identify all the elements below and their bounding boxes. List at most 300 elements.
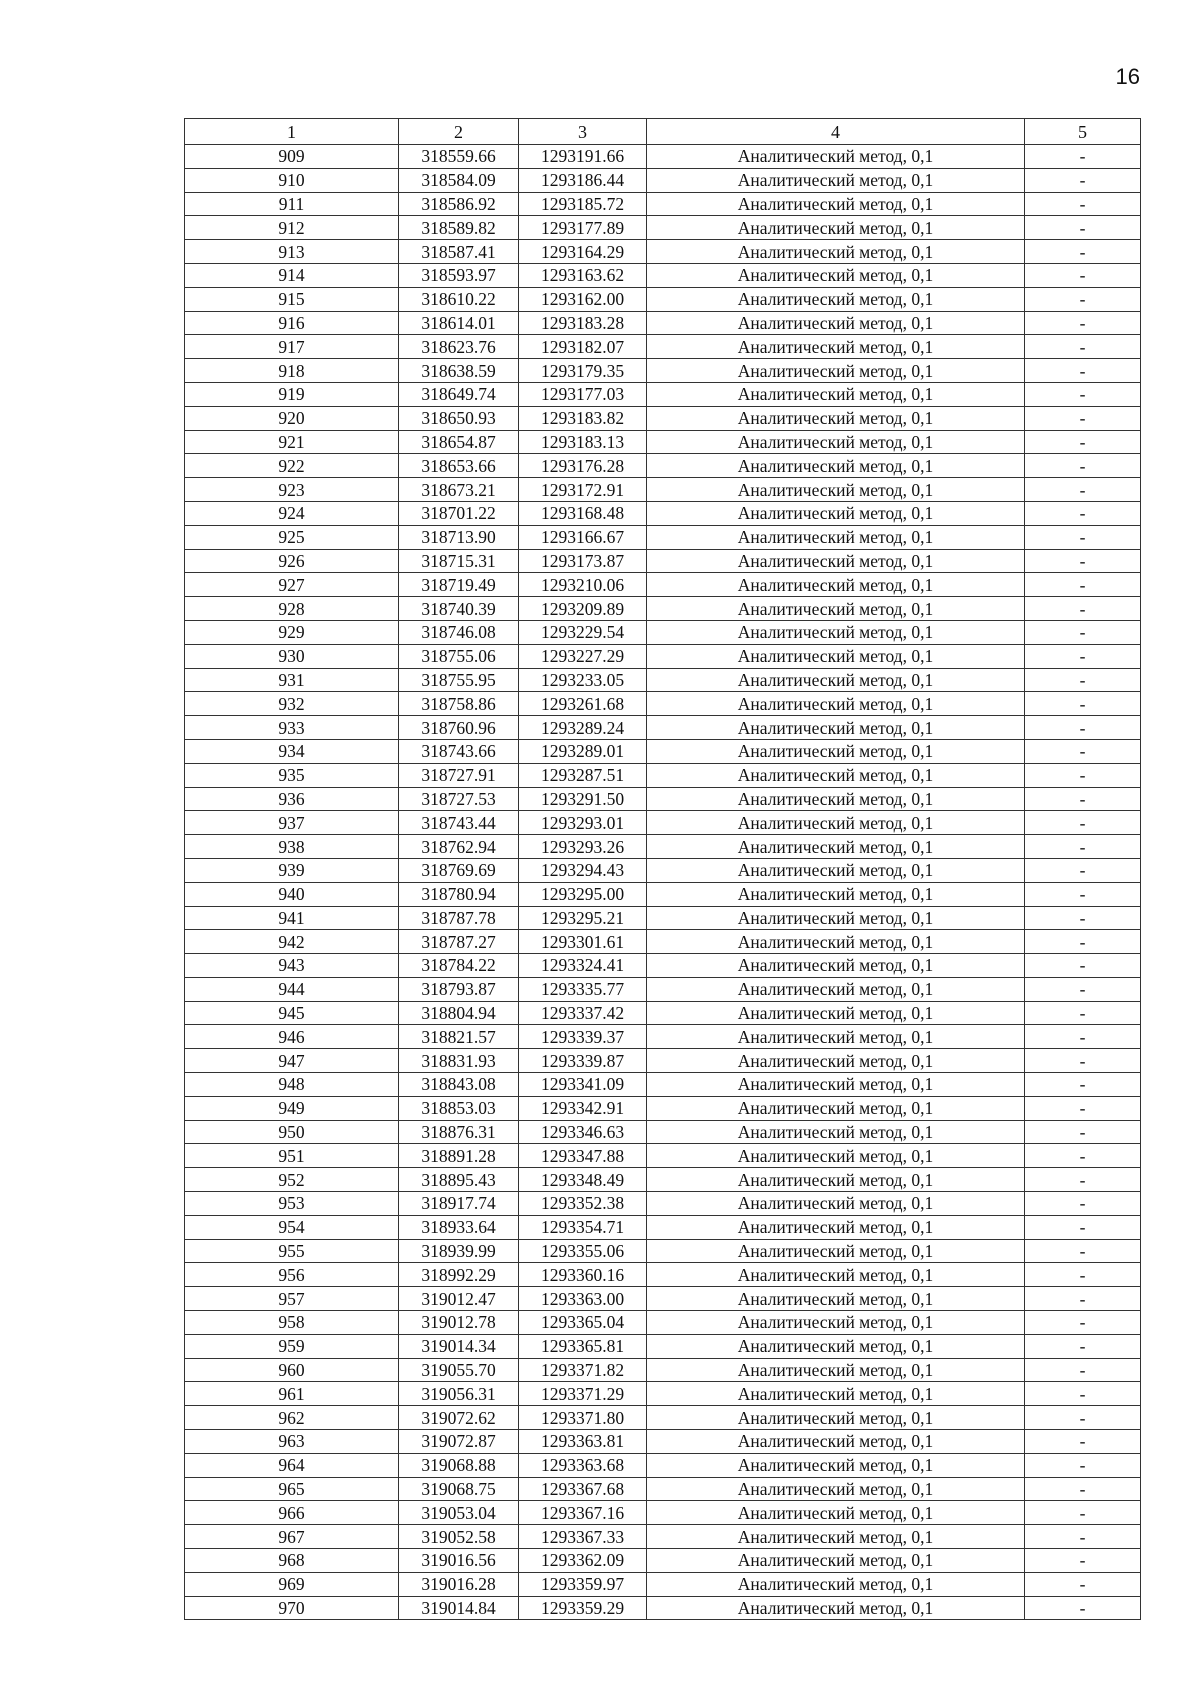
y-coordinate-cell: 1293371.80 <box>519 1406 647 1430</box>
table-row <box>185 930 1141 954</box>
method-cell: Аналитический метод, 0,1 <box>647 263 1025 287</box>
method-cell: Аналитический метод, 0,1 <box>647 954 1025 978</box>
value-cell: - <box>1025 1430 1141 1454</box>
x-coordinate-cell: 318755.06 <box>399 644 519 668</box>
table-row <box>185 1001 1141 1025</box>
y-coordinate-cell: 1293164.29 <box>519 240 647 264</box>
value-cell: - <box>1025 430 1141 454</box>
y-coordinate-cell: 1293341.09 <box>519 1073 647 1097</box>
y-coordinate-cell: 1293162.00 <box>519 287 647 311</box>
table-row <box>185 739 1141 763</box>
point-number-cell: 960 <box>185 1358 399 1382</box>
column-header-4: 4 <box>647 119 1025 145</box>
value-cell: - <box>1025 1263 1141 1287</box>
method-cell: Аналитический метод, 0,1 <box>647 168 1025 192</box>
value-cell: - <box>1025 1239 1141 1263</box>
point-number-cell: 940 <box>185 882 399 906</box>
method-cell: Аналитический метод, 0,1 <box>647 1215 1025 1239</box>
table-row <box>185 1549 1141 1573</box>
x-coordinate-cell: 318743.66 <box>399 739 519 763</box>
point-number-cell: 918 <box>185 359 399 383</box>
table-row <box>185 692 1141 716</box>
method-cell: Аналитический метод, 0,1 <box>647 406 1025 430</box>
method-cell: Аналитический метод, 0,1 <box>647 1049 1025 1073</box>
x-coordinate-cell: 318843.08 <box>399 1073 519 1097</box>
table-row <box>185 763 1141 787</box>
table-row <box>185 549 1141 573</box>
table-row <box>185 1239 1141 1263</box>
column-header-3: 3 <box>519 119 647 145</box>
table-row <box>185 573 1141 597</box>
method-cell: Аналитический метод, 0,1 <box>647 287 1025 311</box>
method-cell: Аналитический метод, 0,1 <box>647 359 1025 383</box>
point-number-cell: 930 <box>185 644 399 668</box>
x-coordinate-cell: 318760.96 <box>399 716 519 740</box>
y-coordinate-cell: 1293371.82 <box>519 1358 647 1382</box>
y-coordinate-cell: 1293177.89 <box>519 216 647 240</box>
value-cell: - <box>1025 882 1141 906</box>
x-coordinate-cell: 318933.64 <box>399 1215 519 1239</box>
y-coordinate-cell: 1293367.33 <box>519 1525 647 1549</box>
x-coordinate-cell: 318769.69 <box>399 858 519 882</box>
method-cell: Аналитический метод, 0,1 <box>647 240 1025 264</box>
point-number-cell: 965 <box>185 1477 399 1501</box>
point-number-cell: 937 <box>185 811 399 835</box>
method-cell: Аналитический метод, 0,1 <box>647 525 1025 549</box>
x-coordinate-cell: 318758.86 <box>399 692 519 716</box>
method-cell: Аналитический метод, 0,1 <box>647 1073 1025 1097</box>
x-coordinate-cell: 319052.58 <box>399 1525 519 1549</box>
y-coordinate-cell: 1293163.62 <box>519 263 647 287</box>
y-coordinate-cell: 1293229.54 <box>519 620 647 644</box>
table-row <box>185 977 1141 1001</box>
x-coordinate-cell: 318746.08 <box>399 620 519 644</box>
page-number: 16 <box>1115 64 1140 89</box>
method-cell: Аналитический метод, 0,1 <box>647 1239 1025 1263</box>
column-header-5: 5 <box>1025 119 1141 145</box>
method-cell: Аналитический метод, 0,1 <box>647 1406 1025 1430</box>
point-number-cell: 915 <box>185 287 399 311</box>
x-coordinate-cell: 318780.94 <box>399 882 519 906</box>
value-cell: - <box>1025 763 1141 787</box>
table-row <box>185 1501 1141 1525</box>
value-cell: - <box>1025 1549 1141 1573</box>
point-number-cell: 945 <box>185 1001 399 1025</box>
table-row <box>185 811 1141 835</box>
y-coordinate-cell: 1293367.16 <box>519 1501 647 1525</box>
x-coordinate-cell: 318740.39 <box>399 597 519 621</box>
point-number-cell: 946 <box>185 1025 399 1049</box>
y-coordinate-cell: 1293293.26 <box>519 835 647 859</box>
table-row <box>185 1287 1141 1311</box>
point-number-cell: 911 <box>185 192 399 216</box>
value-cell: - <box>1025 811 1141 835</box>
point-number-cell: 936 <box>185 787 399 811</box>
value-cell: - <box>1025 1215 1141 1239</box>
point-number-cell: 939 <box>185 858 399 882</box>
value-cell: - <box>1025 1096 1141 1120</box>
method-cell: Аналитический метод, 0,1 <box>647 1596 1025 1620</box>
x-coordinate-cell: 318784.22 <box>399 954 519 978</box>
y-coordinate-cell: 1293324.41 <box>519 954 647 978</box>
x-coordinate-cell: 319012.47 <box>399 1287 519 1311</box>
x-coordinate-cell: 318587.41 <box>399 240 519 264</box>
y-coordinate-cell: 1293352.38 <box>519 1192 647 1216</box>
value-cell: - <box>1025 1168 1141 1192</box>
y-coordinate-cell: 1293363.00 <box>519 1287 647 1311</box>
value-cell: - <box>1025 382 1141 406</box>
x-coordinate-cell: 319016.28 <box>399 1572 519 1596</box>
point-number-cell: 950 <box>185 1120 399 1144</box>
table-row <box>185 1073 1141 1097</box>
value-cell: - <box>1025 1572 1141 1596</box>
table-row <box>185 1525 1141 1549</box>
method-cell: Аналитический метод, 0,1 <box>647 811 1025 835</box>
point-number-cell: 922 <box>185 454 399 478</box>
coordinates-table <box>184 118 1141 1620</box>
point-number-cell: 917 <box>185 335 399 359</box>
value-cell: - <box>1025 168 1141 192</box>
point-number-cell: 969 <box>185 1572 399 1596</box>
table-row <box>185 1334 1141 1358</box>
table-row <box>185 263 1141 287</box>
table-body <box>185 145 1141 1620</box>
method-cell: Аналитический метод, 0,1 <box>647 1358 1025 1382</box>
value-cell: - <box>1025 359 1141 383</box>
value-cell: - <box>1025 1073 1141 1097</box>
y-coordinate-cell: 1293183.28 <box>519 311 647 335</box>
x-coordinate-cell: 319068.75 <box>399 1477 519 1501</box>
table-row <box>185 287 1141 311</box>
value-cell: - <box>1025 1144 1141 1168</box>
table-row <box>185 716 1141 740</box>
table-row <box>185 1215 1141 1239</box>
value-cell: - <box>1025 906 1141 930</box>
table-header <box>185 119 1141 145</box>
y-coordinate-cell: 1293185.72 <box>519 192 647 216</box>
x-coordinate-cell: 318701.22 <box>399 501 519 525</box>
value-cell: - <box>1025 858 1141 882</box>
value-cell: - <box>1025 1501 1141 1525</box>
value-cell: - <box>1025 787 1141 811</box>
y-coordinate-cell: 1293367.68 <box>519 1477 647 1501</box>
point-number-cell: 970 <box>185 1596 399 1620</box>
y-coordinate-cell: 1293295.00 <box>519 882 647 906</box>
x-coordinate-cell: 318727.91 <box>399 763 519 787</box>
y-coordinate-cell: 1293287.51 <box>519 763 647 787</box>
value-cell: - <box>1025 644 1141 668</box>
table-row <box>185 192 1141 216</box>
method-cell: Аналитический метод, 0,1 <box>647 1311 1025 1335</box>
method-cell: Аналитический метод, 0,1 <box>647 787 1025 811</box>
table-row <box>185 1144 1141 1168</box>
value-cell: - <box>1025 1477 1141 1501</box>
value-cell: - <box>1025 1192 1141 1216</box>
table-row <box>185 1430 1141 1454</box>
x-coordinate-cell: 319068.88 <box>399 1453 519 1477</box>
y-coordinate-cell: 1293335.77 <box>519 977 647 1001</box>
method-cell: Аналитический метод, 0,1 <box>647 145 1025 169</box>
point-number-cell: 913 <box>185 240 399 264</box>
method-cell: Аналитический метод, 0,1 <box>647 573 1025 597</box>
method-cell: Аналитический метод, 0,1 <box>647 1501 1025 1525</box>
method-cell: Аналитический метод, 0,1 <box>647 1096 1025 1120</box>
method-cell: Аналитический метод, 0,1 <box>647 1144 1025 1168</box>
y-coordinate-cell: 1293183.13 <box>519 430 647 454</box>
value-cell: - <box>1025 1049 1141 1073</box>
y-coordinate-cell: 1293179.35 <box>519 359 647 383</box>
value-cell: - <box>1025 1120 1141 1144</box>
y-coordinate-cell: 1293360.16 <box>519 1263 647 1287</box>
point-number-cell: 935 <box>185 763 399 787</box>
table-row <box>185 668 1141 692</box>
x-coordinate-cell: 319055.70 <box>399 1358 519 1382</box>
x-coordinate-cell: 318876.31 <box>399 1120 519 1144</box>
x-coordinate-cell: 318895.43 <box>399 1168 519 1192</box>
method-cell: Аналитический метод, 0,1 <box>647 1549 1025 1573</box>
method-cell: Аналитический метод, 0,1 <box>647 1382 1025 1406</box>
method-cell: Аналитический метод, 0,1 <box>647 692 1025 716</box>
x-coordinate-cell: 319012.78 <box>399 1311 519 1335</box>
x-coordinate-cell: 318891.28 <box>399 1144 519 1168</box>
point-number-cell: 961 <box>185 1382 399 1406</box>
coordinates-table-container <box>184 118 1140 1620</box>
y-coordinate-cell: 1293301.61 <box>519 930 647 954</box>
table-row <box>185 1311 1141 1335</box>
table-row <box>185 1406 1141 1430</box>
x-coordinate-cell: 318638.59 <box>399 359 519 383</box>
point-number-cell: 963 <box>185 1430 399 1454</box>
value-cell: - <box>1025 1287 1141 1311</box>
table-row <box>185 597 1141 621</box>
x-coordinate-cell: 318649.74 <box>399 382 519 406</box>
y-coordinate-cell: 1293339.87 <box>519 1049 647 1073</box>
x-coordinate-cell: 318727.53 <box>399 787 519 811</box>
value-cell: - <box>1025 1358 1141 1382</box>
method-cell: Аналитический метод, 0,1 <box>647 501 1025 525</box>
y-coordinate-cell: 1293354.71 <box>519 1215 647 1239</box>
value-cell: - <box>1025 835 1141 859</box>
table-row <box>185 882 1141 906</box>
value-cell: - <box>1025 1382 1141 1406</box>
table-row <box>185 430 1141 454</box>
y-coordinate-cell: 1293227.29 <box>519 644 647 668</box>
x-coordinate-cell: 318821.57 <box>399 1025 519 1049</box>
method-cell: Аналитический метод, 0,1 <box>647 192 1025 216</box>
point-number-cell: 943 <box>185 954 399 978</box>
point-number-cell: 951 <box>185 1144 399 1168</box>
y-coordinate-cell: 1293348.49 <box>519 1168 647 1192</box>
value-cell: - <box>1025 263 1141 287</box>
x-coordinate-cell: 318713.90 <box>399 525 519 549</box>
x-coordinate-cell: 318586.92 <box>399 192 519 216</box>
value-cell: - <box>1025 216 1141 240</box>
method-cell: Аналитический метод, 0,1 <box>647 1453 1025 1477</box>
table-row <box>185 335 1141 359</box>
x-coordinate-cell: 319016.56 <box>399 1549 519 1573</box>
method-cell: Аналитический метод, 0,1 <box>647 835 1025 859</box>
x-coordinate-cell: 318559.66 <box>399 145 519 169</box>
method-cell: Аналитический метод, 0,1 <box>647 858 1025 882</box>
point-number-cell: 955 <box>185 1239 399 1263</box>
point-number-cell: 938 <box>185 835 399 859</box>
table-row <box>185 835 1141 859</box>
method-cell: Аналитический метод, 0,1 <box>647 644 1025 668</box>
value-cell: - <box>1025 573 1141 597</box>
x-coordinate-cell: 319056.31 <box>399 1382 519 1406</box>
x-coordinate-cell: 318793.87 <box>399 977 519 1001</box>
x-coordinate-cell: 319014.34 <box>399 1334 519 1358</box>
table-row <box>185 620 1141 644</box>
y-coordinate-cell: 1293191.66 <box>519 145 647 169</box>
point-number-cell: 912 <box>185 216 399 240</box>
y-coordinate-cell: 1293363.81 <box>519 1430 647 1454</box>
point-number-cell: 933 <box>185 716 399 740</box>
method-cell: Аналитический метод, 0,1 <box>647 763 1025 787</box>
header-row <box>185 119 1141 145</box>
value-cell: - <box>1025 240 1141 264</box>
y-coordinate-cell: 1293359.29 <box>519 1596 647 1620</box>
x-coordinate-cell: 319014.84 <box>399 1596 519 1620</box>
point-number-cell: 929 <box>185 620 399 644</box>
point-number-cell: 948 <box>185 1073 399 1097</box>
method-cell: Аналитический метод, 0,1 <box>647 977 1025 1001</box>
table-row <box>185 1263 1141 1287</box>
table-row <box>185 1358 1141 1382</box>
table-row <box>185 787 1141 811</box>
method-cell: Аналитический метод, 0,1 <box>647 739 1025 763</box>
point-number-cell: 954 <box>185 1215 399 1239</box>
point-number-cell: 964 <box>185 1453 399 1477</box>
y-coordinate-cell: 1293261.68 <box>519 692 647 716</box>
table-row <box>185 359 1141 383</box>
point-number-cell: 967 <box>185 1525 399 1549</box>
point-number-cell: 928 <box>185 597 399 621</box>
point-number-cell: 916 <box>185 311 399 335</box>
value-cell: - <box>1025 1334 1141 1358</box>
y-coordinate-cell: 1293365.81 <box>519 1334 647 1358</box>
value-cell: - <box>1025 1025 1141 1049</box>
column-header-1: 1 <box>185 119 399 145</box>
point-number-cell: 924 <box>185 501 399 525</box>
point-number-cell: 952 <box>185 1168 399 1192</box>
y-coordinate-cell: 1293209.89 <box>519 597 647 621</box>
x-coordinate-cell: 318992.29 <box>399 1263 519 1287</box>
point-number-cell: 947 <box>185 1049 399 1073</box>
point-number-cell: 944 <box>185 977 399 1001</box>
point-number-cell: 941 <box>185 906 399 930</box>
table-row <box>185 168 1141 192</box>
x-coordinate-cell: 318673.21 <box>399 478 519 502</box>
x-coordinate-cell: 318939.99 <box>399 1239 519 1263</box>
value-cell: - <box>1025 406 1141 430</box>
table-row <box>185 382 1141 406</box>
y-coordinate-cell: 1293295.21 <box>519 906 647 930</box>
x-coordinate-cell: 318650.93 <box>399 406 519 430</box>
y-coordinate-cell: 1293233.05 <box>519 668 647 692</box>
x-coordinate-cell: 318831.93 <box>399 1049 519 1073</box>
method-cell: Аналитический метод, 0,1 <box>647 1263 1025 1287</box>
value-cell: - <box>1025 1311 1141 1335</box>
value-cell: - <box>1025 1596 1141 1620</box>
point-number-cell: 962 <box>185 1406 399 1430</box>
x-coordinate-cell: 318853.03 <box>399 1096 519 1120</box>
point-number-cell: 921 <box>185 430 399 454</box>
value-cell: - <box>1025 145 1141 169</box>
y-coordinate-cell: 1293173.87 <box>519 549 647 573</box>
y-coordinate-cell: 1293359.97 <box>519 1572 647 1596</box>
x-coordinate-cell: 318787.27 <box>399 930 519 954</box>
value-cell: - <box>1025 1525 1141 1549</box>
x-coordinate-cell: 318589.82 <box>399 216 519 240</box>
x-coordinate-cell: 318593.97 <box>399 263 519 287</box>
value-cell: - <box>1025 549 1141 573</box>
method-cell: Аналитический метод, 0,1 <box>647 382 1025 406</box>
method-cell: Аналитический метод, 0,1 <box>647 668 1025 692</box>
y-coordinate-cell: 1293293.01 <box>519 811 647 835</box>
point-number-cell: 957 <box>185 1287 399 1311</box>
method-cell: Аналитический метод, 0,1 <box>647 1334 1025 1358</box>
value-cell: - <box>1025 977 1141 1001</box>
table-row <box>185 406 1141 430</box>
y-coordinate-cell: 1293339.37 <box>519 1025 647 1049</box>
value-cell: - <box>1025 335 1141 359</box>
table-row <box>185 1168 1141 1192</box>
point-number-cell: 923 <box>185 478 399 502</box>
value-cell: - <box>1025 525 1141 549</box>
method-cell: Аналитический метод, 0,1 <box>647 716 1025 740</box>
table-row <box>185 1572 1141 1596</box>
table-row <box>185 1192 1141 1216</box>
method-cell: Аналитический метод, 0,1 <box>647 335 1025 359</box>
table-row <box>185 644 1141 668</box>
method-cell: Аналитический метод, 0,1 <box>647 1287 1025 1311</box>
method-cell: Аналитический метод, 0,1 <box>647 1525 1025 1549</box>
table-row <box>185 1477 1141 1501</box>
table-row <box>185 454 1141 478</box>
method-cell: Аналитический метод, 0,1 <box>647 430 1025 454</box>
value-cell: - <box>1025 1406 1141 1430</box>
method-cell: Аналитический метод, 0,1 <box>647 906 1025 930</box>
y-coordinate-cell: 1293183.82 <box>519 406 647 430</box>
method-cell: Аналитический метод, 0,1 <box>647 311 1025 335</box>
point-number-cell: 920 <box>185 406 399 430</box>
x-coordinate-cell: 318917.74 <box>399 1192 519 1216</box>
x-coordinate-cell: 318787.78 <box>399 906 519 930</box>
table-row <box>185 501 1141 525</box>
point-number-cell: 959 <box>185 1334 399 1358</box>
y-coordinate-cell: 1293346.63 <box>519 1120 647 1144</box>
y-coordinate-cell: 1293337.42 <box>519 1001 647 1025</box>
point-number-cell: 931 <box>185 668 399 692</box>
point-number-cell: 942 <box>185 930 399 954</box>
table-row <box>185 906 1141 930</box>
y-coordinate-cell: 1293166.67 <box>519 525 647 549</box>
y-coordinate-cell: 1293355.06 <box>519 1239 647 1263</box>
point-number-cell: 909 <box>185 145 399 169</box>
y-coordinate-cell: 1293362.09 <box>519 1549 647 1573</box>
y-coordinate-cell: 1293291.50 <box>519 787 647 811</box>
value-cell: - <box>1025 597 1141 621</box>
y-coordinate-cell: 1293182.07 <box>519 335 647 359</box>
y-coordinate-cell: 1293177.03 <box>519 382 647 406</box>
method-cell: Аналитический метод, 0,1 <box>647 620 1025 644</box>
x-coordinate-cell: 318584.09 <box>399 168 519 192</box>
y-coordinate-cell: 1293342.91 <box>519 1096 647 1120</box>
point-number-cell: 953 <box>185 1192 399 1216</box>
table-row <box>185 858 1141 882</box>
table-row <box>185 145 1141 169</box>
